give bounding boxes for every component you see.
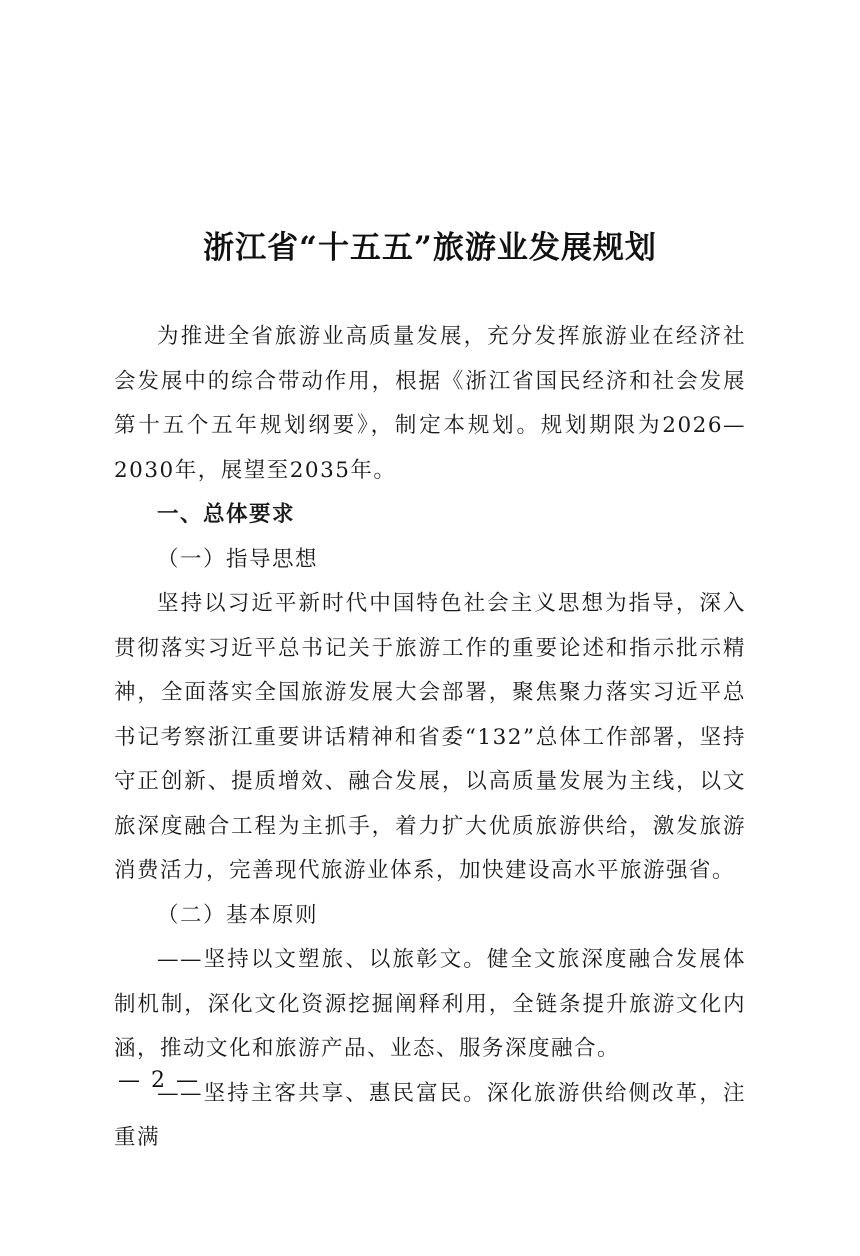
document-title: 浙江省“十五五”旅游业发展规划 — [203, 230, 657, 266]
principle-paragraph-2: ——坚持主客共享、惠民富民。深化旅游供给侧改革，注重满 — [114, 1080, 746, 1150]
page-number: — 2 — — [118, 1068, 200, 1093]
principle-paragraph-1: ——坚持以文塑旅、以旅彰文。健全文旅深度融合发展体制机制，深化文化资源挖掘阐释利用，全链条提升旅游文化内涵，推动文化和旅游产品、业态、服务深度融合。 — [114, 947, 746, 1061]
subsection-heading-basic-principles: （二）基本原则 — [157, 902, 319, 928]
intro-paragraph: 为推进全省旅游业高质量发展，充分发挥旅游业在经济社会发展中的综合带动作用，根据《浙江省国民经济和社会发展第十五个五年规划纲要》，制定本规划。规划期限为2026—2030年，展望至2035年。 — [114, 324, 746, 483]
guiding-ideology-paragraph: 坚持以习近平新时代中国特色社会主义思想为指导，深入贯彻落实习近平总书记关于旅游工作的重要论述和指示批示精神，全面落实全国旅游发展大会部署，聚焦聚力落实习近平总书记考察浙江重要讲话精神和省委“132”总体工作部署，坚持守正创新、提质增效、融合发展，以高质量发展为主线，以文旅深度融合工程为主抓手，着力扩大优质旅游供给，激发旅游消费活力，完善现代旅游业体系，加快建设高水平旅游强省。 — [114, 591, 746, 883]
section-heading: 一、总体要求 — [157, 502, 296, 527]
document-body — [114, 315, 746, 1161]
subsection-heading-guiding-ideology: （一）指导思想 — [157, 546, 319, 572]
